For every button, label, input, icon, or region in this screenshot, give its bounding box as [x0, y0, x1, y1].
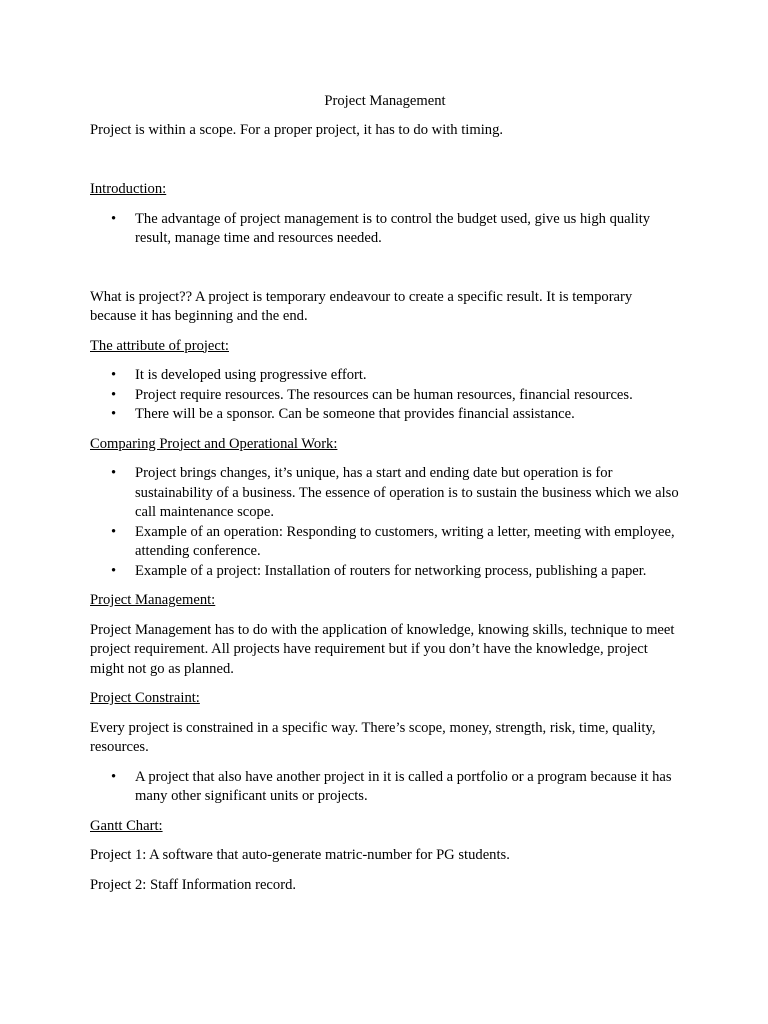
spacer: [90, 259, 680, 288]
list-item-text: There will be a sponsor. Can be someone that provides financial assistance.: [135, 406, 575, 422]
list-item-text: Project require resources. The resources can be human resources, financial resources.: [135, 386, 633, 403]
gantt-project-1: Project 1: A software that auto-generate matric-number for PG students.: [90, 847, 510, 863]
list-item-text: It is developed using progressive effort.: [135, 367, 367, 383]
bullet-icon: •: [111, 386, 117, 403]
bullet-icon: •: [111, 406, 117, 422]
intro-line: Project is within a scope. For a proper project, it has to do with timing.: [90, 121, 504, 138]
list-item-text: The advantage of project management is to control the budget used, give us high quality result, manage time and resources needed.: [135, 210, 651, 246]
list-item-text: Example of a project: Installation of routers for networking process, publishing a paper.: [135, 562, 647, 579]
comparing-list: [90, 464, 680, 581]
introduction-heading: Introduction:: [90, 181, 167, 197]
list-item: [90, 562, 680, 582]
project-management-heading: Project Management:: [90, 592, 216, 608]
list-item: [90, 464, 680, 523]
gantt-heading: Gantt Chart:: [90, 817, 163, 834]
bullet-icon: •: [111, 562, 117, 579]
gantt-project-2: Project 2: Staff Information record.: [90, 876, 297, 893]
constraint-paragraph: Every project is constrained in a specific way. There’s scope, money, strength, risk, time, quality, resources.: [90, 719, 656, 755]
spacer: [90, 150, 680, 180]
document-title: Project Management: [324, 93, 446, 109]
list-item: [90, 386, 680, 406]
list-item-text: Example of an operation: Responding to customers, writing a letter, meeting with employee, attending conference.: [135, 523, 675, 559]
bullet-icon: •: [111, 367, 117, 383]
list-item: [90, 366, 680, 386]
bullet-icon: •: [111, 768, 117, 785]
list-item-text: A project that also have another project in it is called a portfolio or a program because it has many other significant units or projects.: [135, 768, 672, 804]
attribute-list: [90, 366, 680, 425]
comparing-heading: Comparing Project and Operational Work:: [90, 435, 338, 452]
attribute-heading: The attribute of project:: [90, 337, 229, 354]
what-is-project-paragraph: What is project?? A project is temporary endeavour to create a specific result. It is temporary because it has beginning and the end.: [90, 288, 633, 324]
constraint-heading: Project Constraint:: [90, 690, 200, 706]
bullet-icon: •: [111, 523, 117, 540]
list-item: [90, 210, 680, 249]
project-management-paragraph: Project Management has to do with the application of knowledge, knowing skills, technique to meet project requirement. All projects have requirement but if you don’t have the knowledge, project might not go as planned.: [90, 621, 675, 677]
list-item: [90, 768, 680, 807]
bullet-icon: •: [111, 210, 117, 227]
document-page: [90, 92, 680, 905]
list-item: [90, 523, 680, 562]
list-item: [90, 405, 680, 425]
list-item-text: Project brings changes, it’s unique, has a start and ending date but operation is for sustainability of a business. The essence of operation is to sustain the business which we also call maintenance scope.: [135, 465, 679, 520]
bullet-icon: •: [111, 465, 117, 481]
constraint-list: [90, 768, 680, 807]
introduction-list: [90, 210, 680, 249]
